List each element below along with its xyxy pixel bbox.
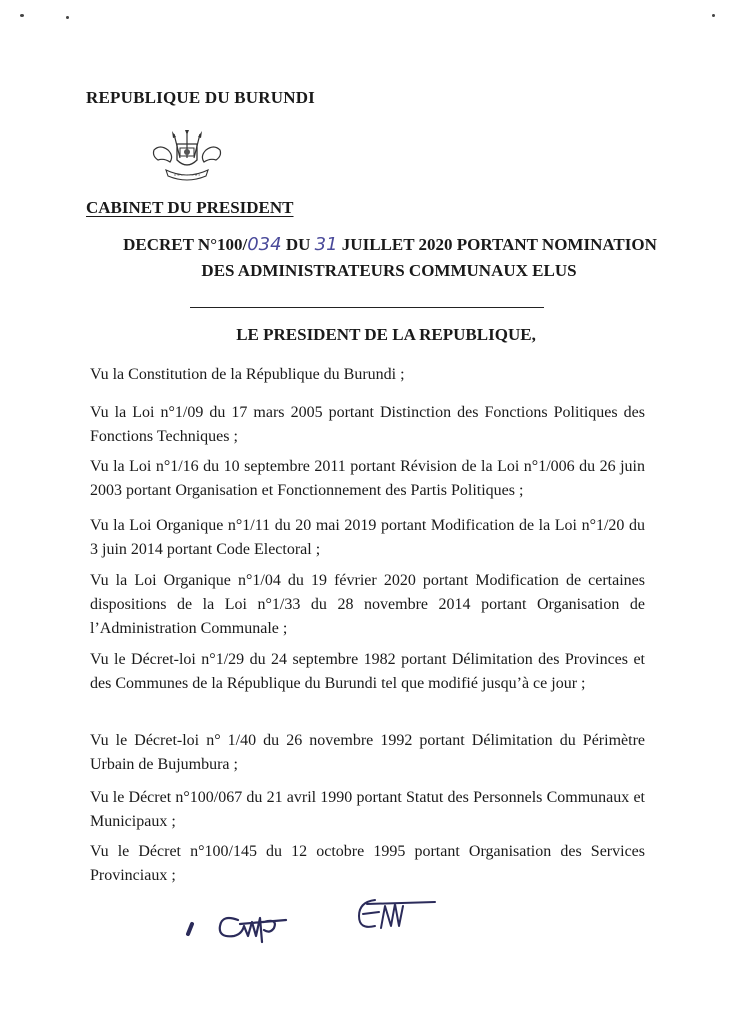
handwritten-initials-icon bbox=[178, 906, 298, 946]
decree-title-rest: JUILLET 2020 PORTANT NOMINATION bbox=[337, 235, 657, 254]
paragraph: Vu la Constitution de la République du Burundi ; bbox=[90, 366, 405, 383]
scan-speck bbox=[712, 14, 715, 17]
decree-title-line-2: DES ADMINISTRATEURS COMMUNAUX ELUS bbox=[201, 261, 577, 280]
paragraph: Vu le Décret n°100/067 du 21 avril 1990 portant Statut des Personnels Communaux et Municipaux ; bbox=[90, 789, 645, 830]
paragraph: Vu le Décret-loi n°1/29 du 24 septembre 1982 portant Délimitation des Provinces et des Communes de la République du Burundi tel que modifié jusqu’à ce jour ; bbox=[90, 651, 645, 692]
paragraph: Vu le Décret n°100/145 du 12 octobre 1995 portant Organisation des Services Provinciaux ; bbox=[90, 843, 645, 884]
republic-title: REPUBLIQUE DU BURUNDI bbox=[86, 88, 316, 107]
decree-number-handwritten: 034 bbox=[247, 234, 282, 255]
scan-speck bbox=[66, 16, 69, 19]
burundi-coat-of-arms-icon bbox=[150, 130, 224, 184]
paragraph: Vu la Loi Organique n°1/11 du 20 mai 2019 portant Modification de la Loi n°1/20 du 3 juin 2014 portant Code Electoral ; bbox=[90, 517, 645, 558]
decree-title-line-1 bbox=[0, 232, 730, 258]
handwritten-initials-icon bbox=[345, 892, 445, 942]
scan-speck bbox=[20, 14, 24, 17]
decree-day-handwritten: 31 bbox=[314, 234, 338, 255]
paragraph: Vu le Décret-loi n° 1/40 du 26 novembre 1992 portant Délimitation du Périmètre Urbain de Bujumbura ; bbox=[90, 732, 645, 773]
decree-number-prefix: DECRET N°100/ bbox=[123, 235, 248, 254]
decree-title bbox=[0, 232, 730, 284]
paragraph: Vu la Loi n°1/16 du 10 septembre 2011 portant Révision de la Loi n°1/006 du 26 juin 2003 portant Organisation et Fonctionnement des Partis Politiques ; bbox=[90, 458, 645, 499]
paragraph: Vu la Loi Organique n°1/04 du 19 février 2020 portant Modification de certaines dispositions de la Loi n°1/33 du 28 novembre 2014 portant Organisation de l’Administration Communale ; bbox=[90, 572, 645, 637]
cabinet-title: CABINET DU PRESIDENT bbox=[86, 198, 294, 217]
separator-line bbox=[190, 307, 544, 308]
decree-du: DU bbox=[281, 235, 315, 254]
paragraph: Vu la Loi n°1/09 du 17 mars 2005 portant Distinction des Fonctions Politiques des Fonctions Techniques ; bbox=[90, 404, 645, 445]
section-heading: LE PRESIDENT DE LA REPUBLIQUE, bbox=[236, 325, 536, 344]
